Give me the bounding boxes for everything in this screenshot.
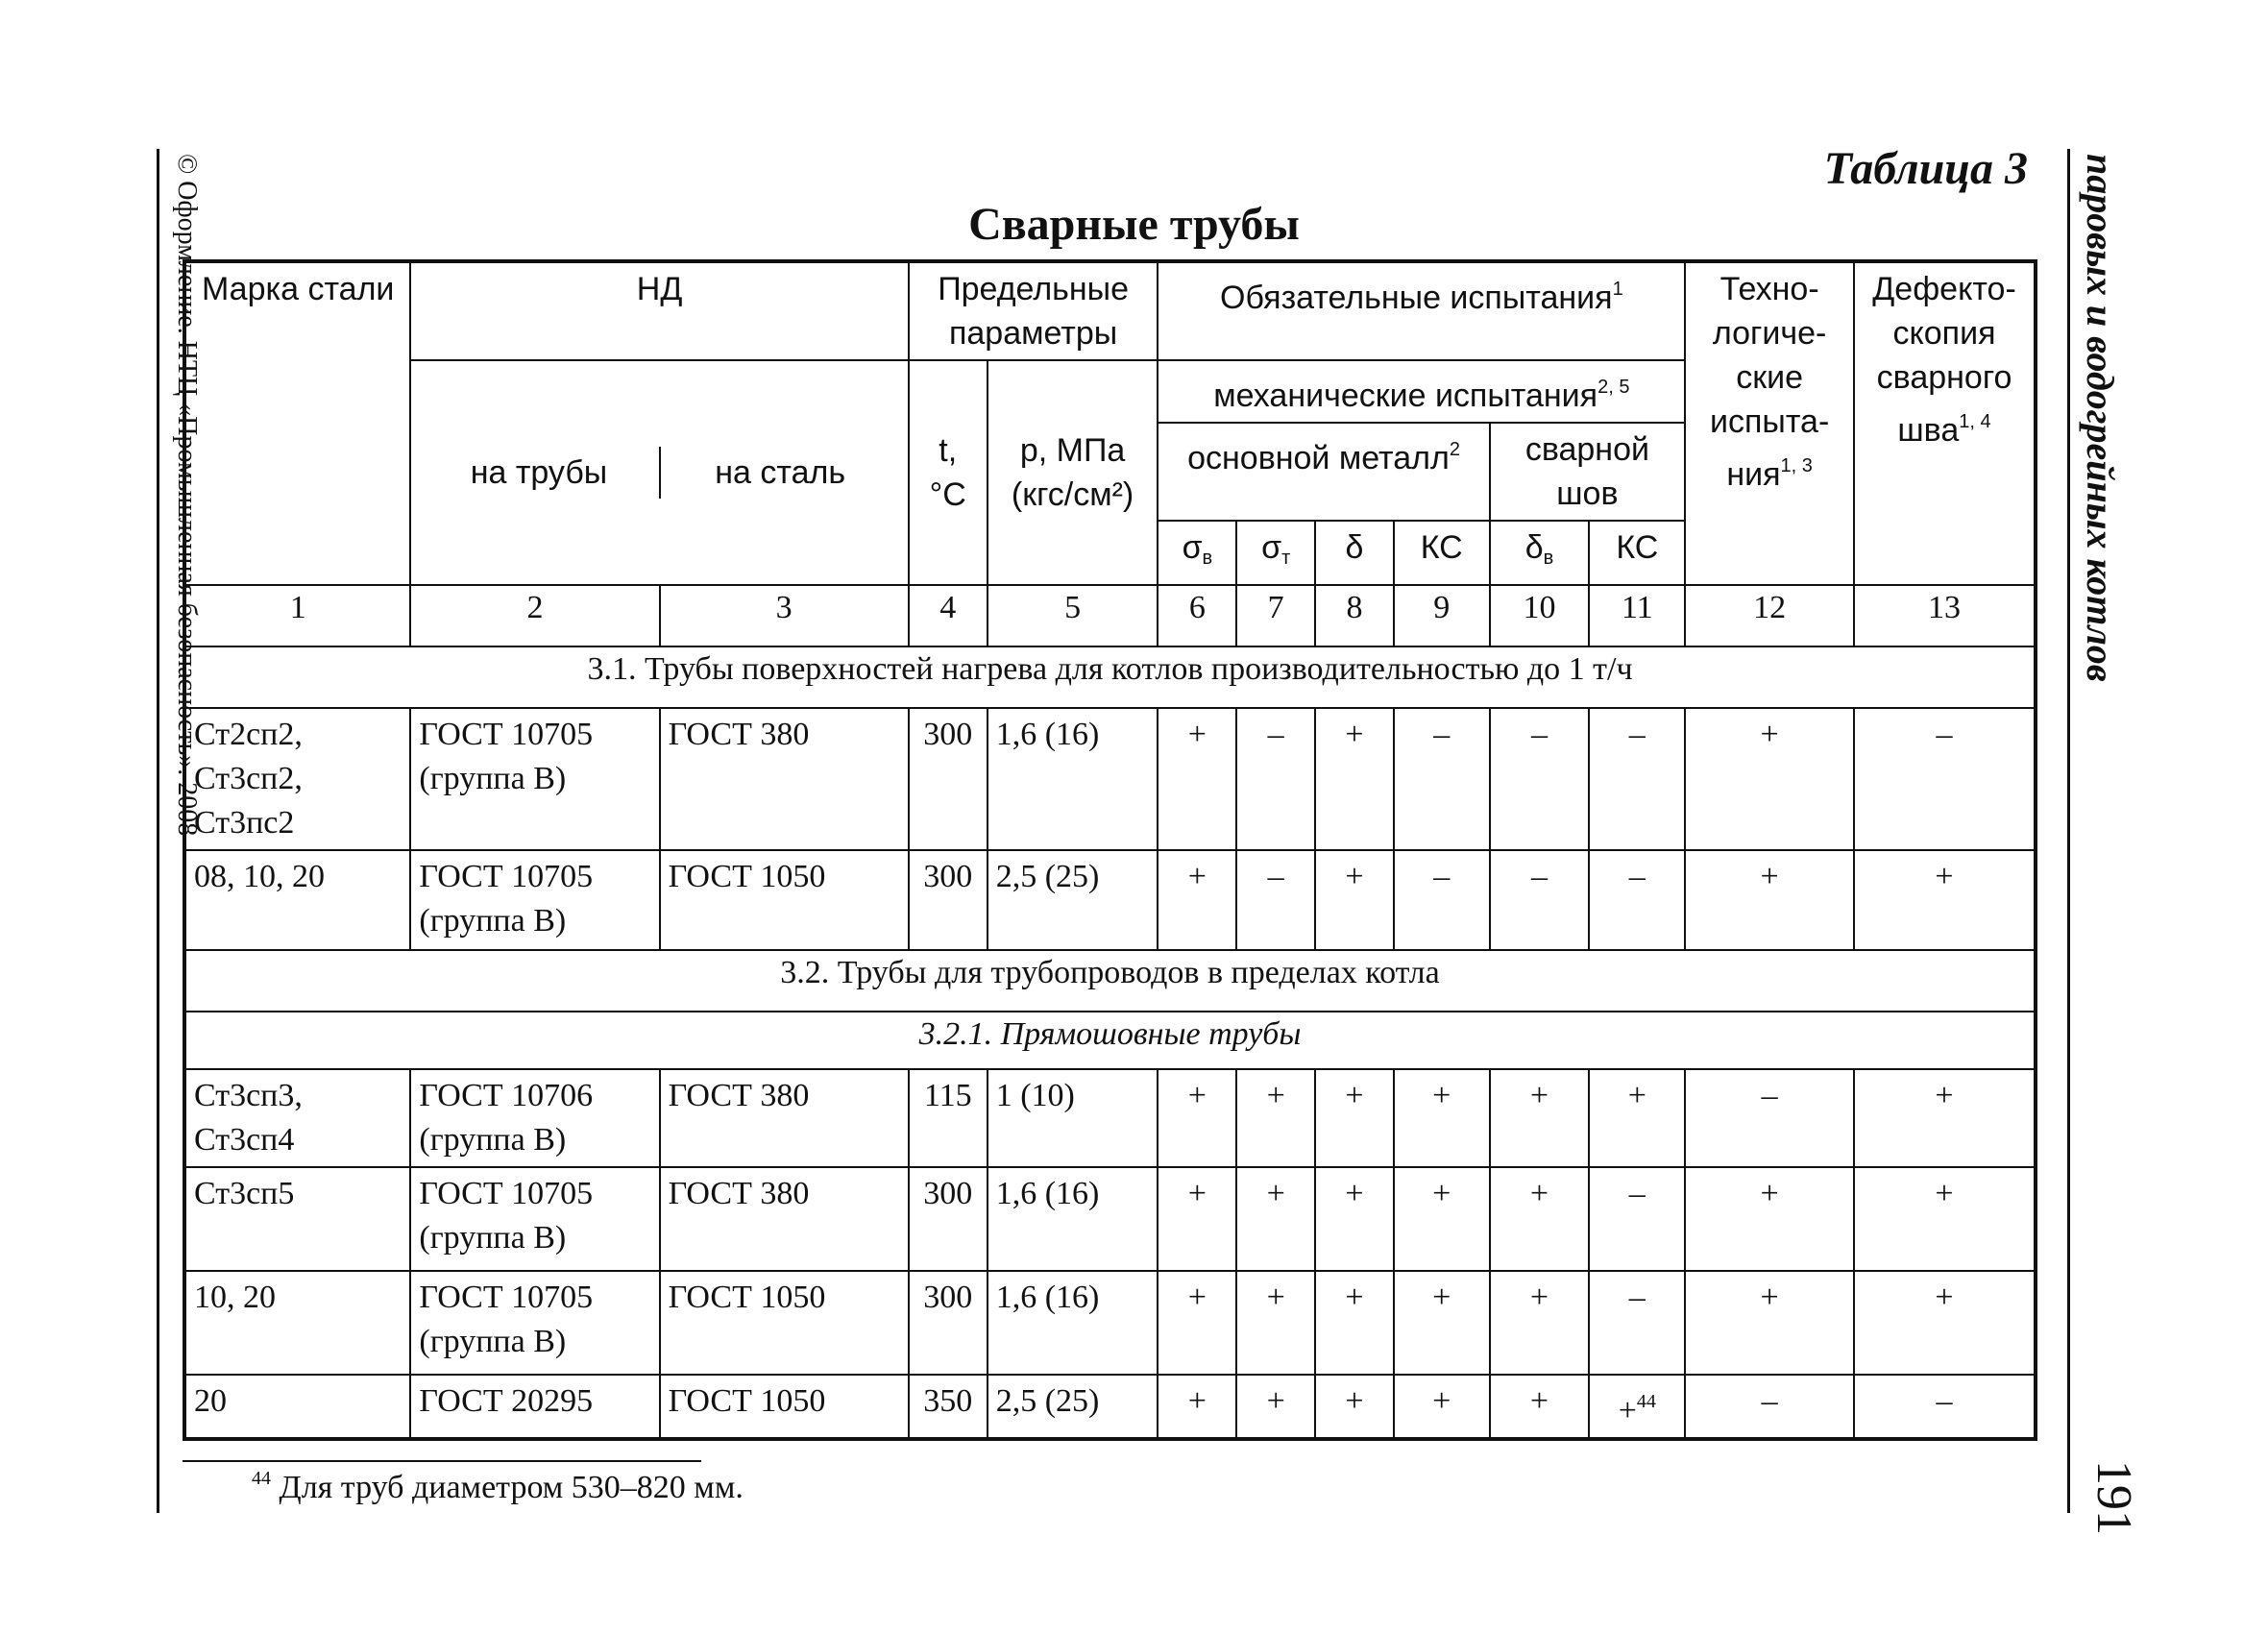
- test-mark-cell: +: [1158, 850, 1236, 950]
- test-mark-cell: +: [1490, 1375, 1590, 1439]
- test-mark-cell: +: [1236, 1069, 1315, 1167]
- table-title: Сварные трубы: [968, 199, 1300, 250]
- header-t: t, °С: [909, 360, 988, 585]
- temperature-cell: 300: [909, 1167, 988, 1271]
- steel-grade-cell: Ст3сп5: [184, 1167, 410, 1271]
- temperature-cell: 300: [909, 708, 988, 850]
- footnote-rule: [183, 1460, 701, 1462]
- test-mark-cell: +: [1315, 1167, 1394, 1271]
- test-mark-cell: +: [1315, 850, 1394, 950]
- test-mark-cell: +: [1158, 1375, 1236, 1439]
- table-label: Таблица 3: [1823, 143, 2028, 194]
- test-mark-cell: +: [1685, 1167, 1854, 1271]
- test-mark-cell: –: [1589, 1271, 1685, 1375]
- test-mark-cell: +: [1315, 1069, 1394, 1167]
- test-mark-cell: –: [1589, 708, 1685, 850]
- test-mark-cell: +: [1685, 708, 1854, 850]
- header-nd-pipes-placeholder: [410, 360, 908, 585]
- footnote: $^{44}$ Для труб диаметром 530–820 мм.: [252, 1468, 744, 1505]
- test-mark-cell: –: [1236, 850, 1315, 950]
- test-mark-cell: +: [1589, 1069, 1685, 1167]
- test-mark-cell: +: [1236, 1271, 1315, 1375]
- test-mark-cell: –: [1490, 708, 1590, 850]
- col-num: 13: [1854, 585, 2036, 646]
- test-mark-cell: +: [1315, 1271, 1394, 1375]
- test-mark-cell: +: [1236, 1167, 1315, 1271]
- test-mark-cell: +: [1158, 1271, 1236, 1375]
- header-delta-v: $\delta_в$: [1490, 521, 1590, 585]
- temperature-cell: 300: [909, 850, 988, 950]
- table-row: [184, 1271, 2036, 1375]
- col-num: 12: [1685, 585, 1854, 646]
- steel-grade-cell: 20: [184, 1375, 410, 1439]
- page-number: 191: [2086, 1460, 2141, 1535]
- test-mark-cell: +: [1236, 1375, 1315, 1439]
- test-mark-cell: +: [1854, 850, 2036, 950]
- nd-pipe-cell: ГОСТ 10705 (группа В): [410, 850, 659, 950]
- temperature-cell: 115: [909, 1069, 988, 1167]
- header-weld: сварной шов: [1490, 423, 1686, 521]
- nd-pipe-cell: ГОСТ 10706 (группа В): [410, 1069, 659, 1167]
- section-heading: 3.2. Трубы для трубопроводов в пределах котла: [184, 950, 2036, 1012]
- nd-steel-cell: ГОСТ 380: [660, 708, 909, 850]
- temperature-cell: 350: [909, 1375, 988, 1439]
- test-mark-cell: +: [1490, 1167, 1590, 1271]
- header-defectoscopy: Дефекто-скопия сварного шва$^{1, 4}$: [1854, 261, 2036, 585]
- pressure-cell: 1,6 (16): [988, 708, 1158, 850]
- header-tech: Техно-логиче-ские испыта-ния$^{1, 3}$: [1685, 261, 1854, 585]
- column-numbers-row: [184, 585, 2036, 646]
- table-row: [184, 1375, 2036, 1439]
- col-num: 2: [410, 585, 659, 646]
- header-sigma-v: $\sigma_в$: [1158, 521, 1236, 585]
- test-mark-cell: –: [1394, 708, 1490, 850]
- nd-steel-cell: ГОСТ 380: [660, 1069, 909, 1167]
- header-ks: КС: [1394, 521, 1490, 585]
- steel-grade-cell: Ст3сп3, Ст3сп4: [184, 1069, 410, 1167]
- nd-steel-cell: ГОСТ 1050: [660, 1375, 909, 1439]
- steel-grade-cell: 08, 10, 20: [184, 850, 410, 950]
- header-base-metal: основной металл$^2$: [1158, 423, 1489, 521]
- test-mark-cell: +: [1854, 1271, 2036, 1375]
- pressure-cell: 2,5 (25): [988, 1375, 1158, 1439]
- col-num: 1: [184, 585, 410, 646]
- nd-pipe-cell: ГОСТ 10705 (группа В): [410, 1271, 659, 1375]
- test-mark-cell: +: [1315, 708, 1394, 850]
- pressure-cell: 1 (10): [988, 1069, 1158, 1167]
- table-row: [184, 1069, 2036, 1167]
- col-num: 3: [660, 585, 909, 646]
- col-num: 11: [1589, 585, 1685, 646]
- test-mark-cell: +: [1394, 1069, 1490, 1167]
- test-mark-cell: –: [1685, 1069, 1854, 1167]
- header-ks-weld: КС: [1589, 521, 1685, 585]
- right-margin-rule: [2067, 149, 2070, 1513]
- table-row: [184, 850, 2036, 950]
- table-row: [184, 1167, 2036, 1271]
- header-mandatory: Обязательные испытания$^1$: [1158, 261, 1685, 360]
- test-mark-cell: –: [1589, 850, 1685, 950]
- header-mech: механические испытания$^{2, 5}$: [1158, 360, 1685, 423]
- pressure-cell: 1,6 (16): [988, 1167, 1158, 1271]
- test-mark-cell: +: [1490, 1069, 1590, 1167]
- header-sigma-t: $\sigma_т$: [1236, 521, 1315, 585]
- test-mark-cell: +: [1394, 1167, 1490, 1271]
- running-header: паровых и водогрейных котлов: [2079, 154, 2122, 682]
- steel-grade-cell: 10, 20: [184, 1271, 410, 1375]
- header-limits: Предельные параметры: [909, 261, 1158, 360]
- subsection-heading: 3.2.1. Прямошовные трубы: [184, 1012, 2036, 1069]
- temperature-cell: 300: [909, 1271, 988, 1375]
- nd-steel-cell: ГОСТ 1050: [660, 1271, 909, 1375]
- nd-steel-cell: ГОСТ 380: [660, 1167, 909, 1271]
- test-mark-cell: –: [1854, 1375, 2036, 1439]
- header-nd-steel: на сталь: [660, 447, 900, 499]
- col-num: 7: [1236, 585, 1315, 646]
- col-num: 8: [1315, 585, 1394, 646]
- test-mark-cell: +: [1854, 1069, 2036, 1167]
- test-mark-cell: –: [1685, 1375, 1854, 1439]
- test-mark-cell: –: [1394, 850, 1490, 950]
- pressure-cell: 2,5 (25): [988, 850, 1158, 950]
- test-mark-cell: +: [1490, 1271, 1590, 1375]
- nd-steel-cell: ГОСТ 1050: [660, 850, 909, 950]
- copyright-sidebar: © Оформление. НТЦ «Промышленная безопасность». 2008: [172, 154, 202, 837]
- nd-pipe-cell: ГОСТ 20295: [410, 1375, 659, 1439]
- test-mark-cell: +: [1158, 708, 1236, 850]
- test-mark-cell: +: [1394, 1375, 1490, 1439]
- test-mark-cell: –: [1854, 708, 2036, 850]
- header-nd-pipes: на трубы: [470, 454, 608, 491]
- nd-pipe-cell: ГОСТ 10705 (группа В): [410, 1167, 659, 1271]
- pressure-cell: 1,6 (16): [988, 1271, 1158, 1375]
- test-mark-cell: +: [1394, 1271, 1490, 1375]
- nd-pipe-cell: ГОСТ 10705 (группа В): [410, 708, 659, 850]
- col-num: 9: [1394, 585, 1490, 646]
- col-num: 5: [988, 585, 1158, 646]
- left-margin-rule: [157, 149, 159, 1513]
- test-mark-cell: –: [1490, 850, 1590, 950]
- test-mark-cell: –: [1236, 708, 1315, 850]
- col-num: 10: [1490, 585, 1590, 646]
- test-mark-cell: –: [1589, 1167, 1685, 1271]
- col-num: 6: [1158, 585, 1236, 646]
- steel-grade-cell: Ст2сп2, Ст3сп2, Ст3пс2: [184, 708, 410, 850]
- header-nd: НД: [410, 261, 908, 360]
- test-mark-cell: +: [1315, 1375, 1394, 1439]
- section-heading: 3.1. Трубы поверхностей нагрева для котлов производительностью до 1 т/ч: [184, 646, 2036, 708]
- table-row: [184, 708, 2036, 850]
- test-mark-cell: +: [1854, 1167, 2036, 1271]
- test-mark-cell: +: [1158, 1167, 1236, 1271]
- test-mark-cell: +: [1158, 1069, 1236, 1167]
- test-mark-cell: +: [1685, 850, 1854, 950]
- test-mark-cell: +$^{44}$: [1589, 1375, 1685, 1439]
- header-delta: δ: [1315, 521, 1394, 585]
- test-mark-cell: +: [1685, 1271, 1854, 1375]
- col-num: 4: [909, 585, 988, 646]
- header-steel-grade: Марка стали: [184, 261, 410, 585]
- header-p: p, МПа (кгс/см²): [988, 360, 1158, 585]
- welded-pipes-table: [183, 259, 2037, 1441]
